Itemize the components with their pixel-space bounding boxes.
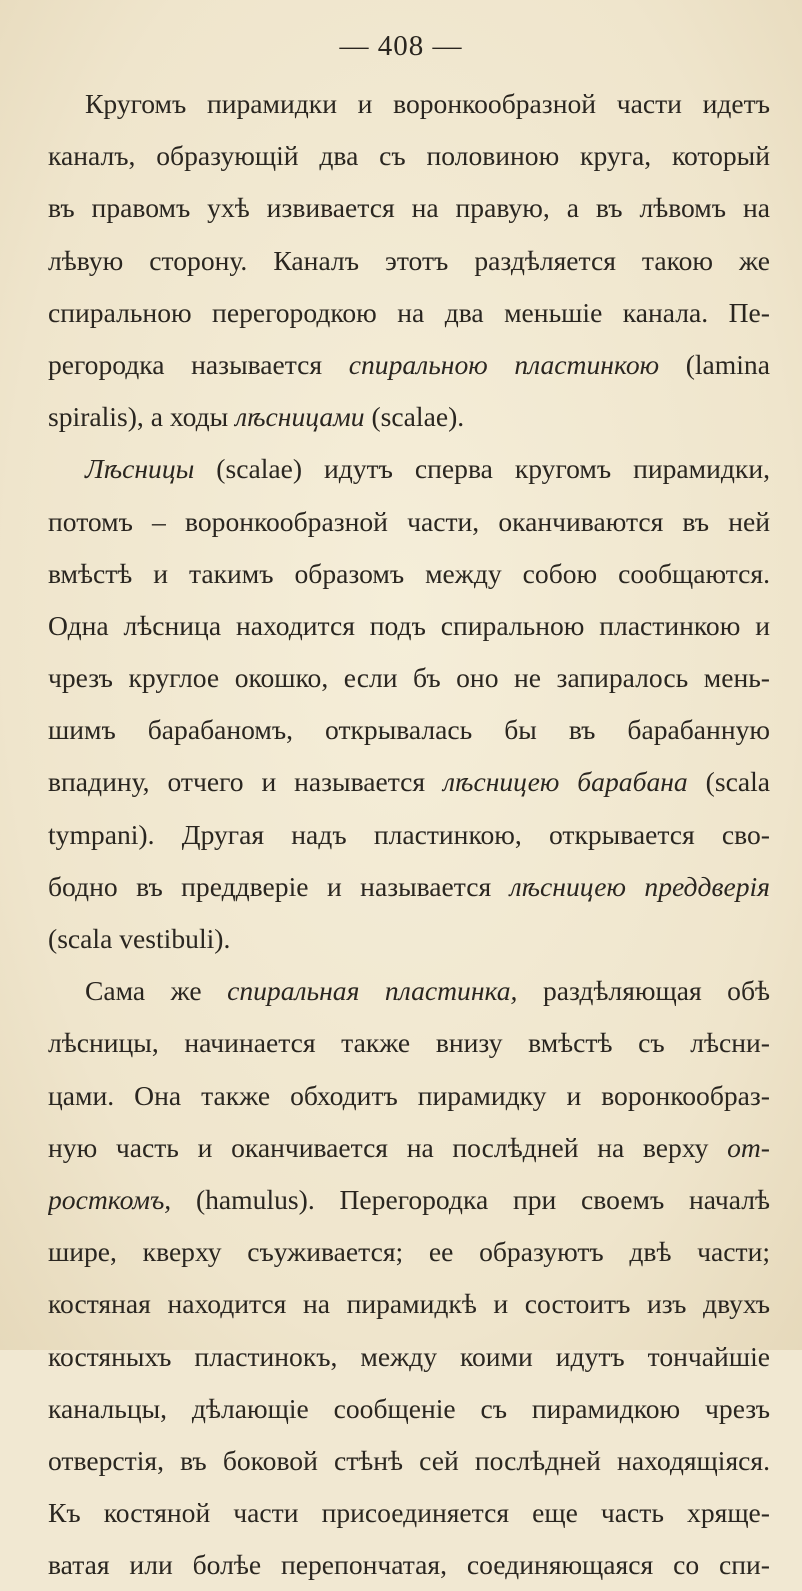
text-segment: Къ костяной части присоединяется еще часть хряще- (48, 1497, 770, 1529)
page-number: — 408 — (339, 30, 463, 62)
text-segment: Сама же (85, 975, 228, 1007)
italic-term: от- (727, 1131, 770, 1163)
text-line (48, 600, 770, 652)
italic-term: Лѣсницы (85, 453, 195, 485)
italic-term: спиральная пластинка, (227, 975, 518, 1007)
text-segment: каналъ, образующій два съ половиною круга, который (48, 140, 770, 172)
text-segment: ватая или болѣе перепончатая, соединяющаяся со спи- (48, 1549, 770, 1581)
text-segment: tympani). Другая надъ пластинкою, открывается сво- (48, 818, 770, 850)
text-line (48, 861, 770, 913)
text-segment: отверстія, въ боковой стѣнѣ сей послѣдней находящіяся. (48, 1444, 770, 1476)
italic-term: спиральною пластинкою (348, 348, 660, 380)
text-line (48, 756, 770, 808)
text-segment: лѣвую сторону. Каналъ этотъ раздѣляется такою же (48, 244, 770, 276)
text-segment: (scalae) идутъ сперва кругомъ пирамидки, (194, 453, 770, 485)
text-segment: (scala (687, 766, 770, 798)
text-line (48, 443, 770, 495)
text-line (48, 1383, 770, 1435)
text-segment: вмѣстѣ и такимъ образомъ между собою сообщаются. (48, 557, 770, 589)
text-segment: цами. Она также обходитъ пирамидку и воронкообраз- (48, 1079, 770, 1111)
text-line (48, 1017, 770, 1069)
text-segment: въ правомъ ухѣ извивается на правую, а въ лѣвомъ на (48, 192, 770, 224)
text-line (48, 1278, 770, 1330)
text-segment: бодно въ преддверіе и называется (48, 870, 510, 902)
text-segment: шире, кверху съуживается; ее образуютъ двѣ части; (48, 1236, 770, 1268)
text-line (48, 391, 770, 443)
text-line (48, 339, 770, 391)
italic-term: лѣсницами (235, 401, 365, 433)
text-segment: канальцы, дѣлающіе сообщеніе съ пирамидкою чрезъ (48, 1392, 770, 1424)
text-segment: ную часть и оканчивается на послѣдней на верху (48, 1131, 728, 1163)
text-segment: регородка называется (48, 348, 349, 380)
text-segment: (scala vestibuli). (48, 923, 231, 954)
text-line (48, 496, 770, 548)
text-line (48, 1070, 770, 1122)
text-segment: раздѣляющая обѣ (517, 975, 770, 1007)
text-line (48, 965, 770, 1017)
text-segment: Одна лѣсница находится подъ спиральною пластинкою и (48, 609, 770, 641)
text-line (48, 913, 770, 965)
text-segment: впадину, отчего и называется (48, 766, 444, 798)
text-line (48, 78, 770, 130)
text-line (48, 287, 770, 339)
text-line (48, 1539, 770, 1591)
text-line (48, 235, 770, 287)
text-segment: чрезъ круглое окошко, если бъ оно не запиралось мень- (48, 662, 770, 694)
text-segment: (hamulus). Перегородка при своемъ началѣ (171, 1183, 770, 1215)
text-segment: лѣсницы, начинается также внизу вмѣстѣ съ лѣсни- (48, 1027, 770, 1059)
text-line (48, 1435, 770, 1487)
text-line (48, 1487, 770, 1539)
text-segment: (scalae). (364, 401, 465, 433)
italic-term: лѣсницею преддверія (509, 870, 770, 902)
text-line (48, 1331, 770, 1383)
text-segment: костяная находится на пирамидкѣ и состоитъ изъ двухъ (48, 1288, 770, 1320)
text-line (48, 1226, 770, 1278)
text-line (48, 130, 770, 182)
text-line (48, 704, 770, 756)
text-line (48, 548, 770, 600)
text-line (48, 1174, 770, 1226)
text-segment: шимъ барабаномъ, открывалась бы въ барабанную (48, 714, 770, 746)
italic-term: росткомъ, (48, 1183, 172, 1215)
text-line (48, 809, 770, 861)
text-segment: костяныхъ пластинокъ, между коими идутъ тончайшіе (48, 1340, 770, 1372)
text-line (48, 1122, 770, 1174)
text-segment: Кругомъ пирамидки и воронкообразной части идетъ (85, 88, 770, 119)
text-segment: потомъ – воронкообразной части, оканчиваются въ ней (48, 505, 770, 537)
text-line (48, 652, 770, 704)
italic-term: лѣсницею барабана (443, 766, 688, 798)
text-segment: spiralis), а ходы (48, 401, 236, 433)
text-segment: спиральною перегородкою на два меньшіе канала. Пе- (48, 296, 770, 328)
body-text (48, 78, 770, 1591)
text-line (48, 182, 770, 234)
text-segment: (lamina (659, 348, 770, 380)
